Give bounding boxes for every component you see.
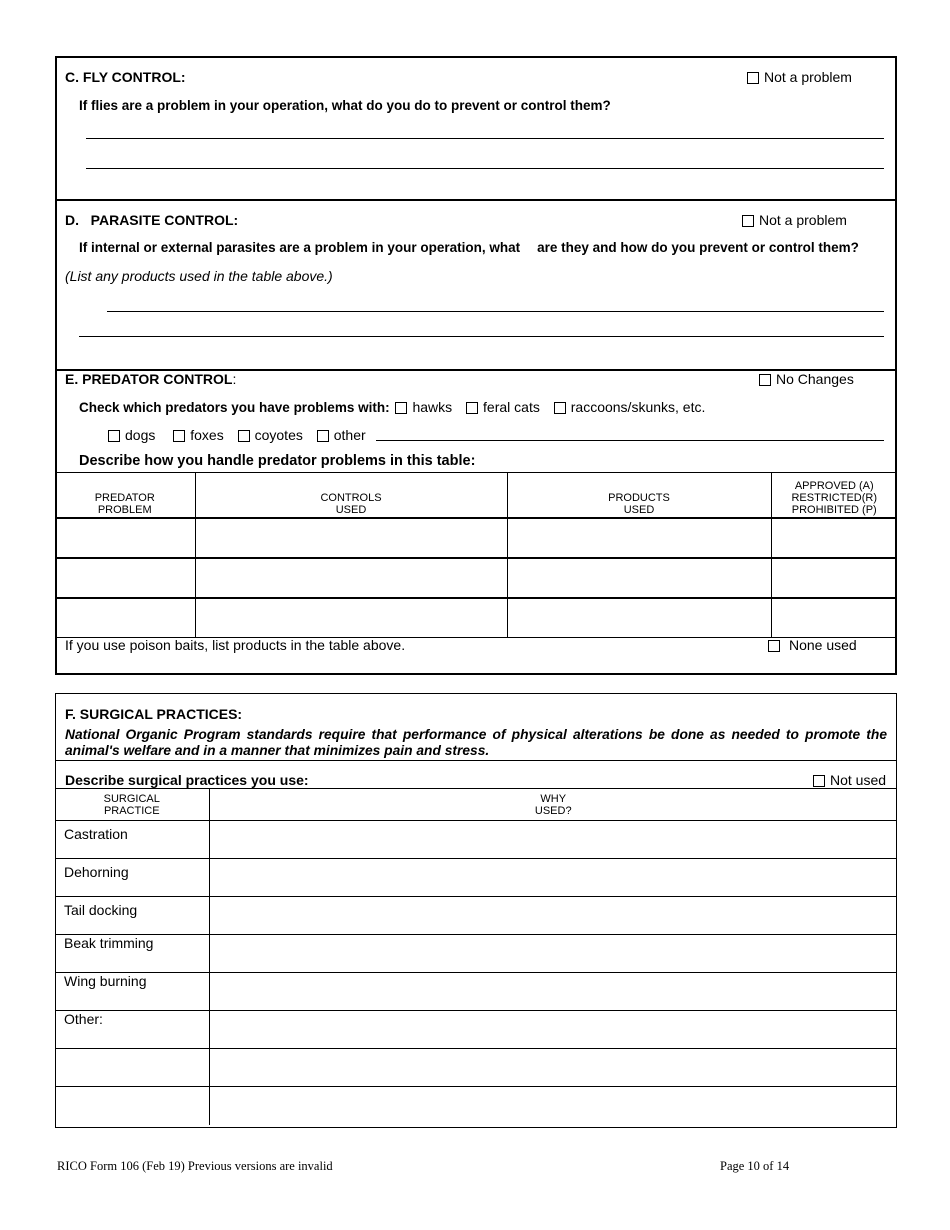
surgical-why-cell[interactable] xyxy=(209,935,897,973)
predator-cell[interactable] xyxy=(195,558,507,598)
surgical-practice-cell: Wing burning xyxy=(55,973,209,1011)
fly-control-question: If flies are a problem in your operation, what do you do to prevent or control them? xyxy=(79,98,611,113)
parasite-control-heading xyxy=(65,212,238,228)
surgical-table xyxy=(55,788,897,1125)
predator-col-problem xyxy=(55,473,195,518)
predator-describe-label: Describe how you handle predator problems in this table: xyxy=(79,453,476,469)
footer-page-number: Page 10 of 14 xyxy=(720,1159,790,1173)
predator-option-dogs[interactable] xyxy=(108,427,155,443)
fly-not-problem-label: Not a problem xyxy=(764,69,852,85)
predator-cell[interactable] xyxy=(55,558,195,598)
predator-table-row xyxy=(55,518,897,558)
predator-no-changes-label: No Changes xyxy=(776,371,854,387)
surgical-row-blank xyxy=(55,1087,897,1125)
predator-col-products-l2: USED xyxy=(623,503,655,516)
surgical-col-practice-l2: PRACTICE xyxy=(103,804,160,817)
raccoons-label: raccoons/skunks, etc. xyxy=(570,399,706,415)
predator-col-status xyxy=(771,473,897,518)
surgical-col-why-l1: WHY xyxy=(540,792,567,805)
predator-col-controls-l2: USED xyxy=(335,503,367,516)
surgical-table-header xyxy=(55,789,897,821)
coyotes-checkbox[interactable] xyxy=(238,430,250,442)
surgical-not-used-checkbox[interactable] xyxy=(813,775,825,787)
predator-check-row-1 xyxy=(79,399,705,415)
surgical-why-cell[interactable] xyxy=(209,973,897,1011)
feral-cats-label: feral cats xyxy=(483,399,540,415)
surgical-why-cell[interactable] xyxy=(209,1049,897,1087)
surgical-practice-cell: Dehorning xyxy=(55,859,209,897)
none-used-label: None used xyxy=(789,637,857,653)
predator-option-coyotes[interactable] xyxy=(238,427,303,443)
predator-col-products xyxy=(507,473,771,518)
surgical-why-cell[interactable] xyxy=(209,821,897,859)
footer-form-info: RICO Form 106 (Feb 19) Previous versions are invalid xyxy=(57,1159,333,1173)
surgical-why-cell[interactable] xyxy=(209,859,897,897)
surgical-not-used-label: Not used xyxy=(830,772,887,788)
fly-answer-line-1[interactable] xyxy=(86,138,884,139)
predator-table xyxy=(55,472,897,638)
predator-cell[interactable] xyxy=(195,518,507,558)
poison-none-used-option[interactable] xyxy=(768,637,857,653)
surgical-col-practice-l1: SURGICAL xyxy=(103,792,160,805)
surgical-describe-label: Describe surgical practices you use: xyxy=(65,772,309,788)
surgical-row-other xyxy=(55,1011,897,1049)
predator-col-status-l1: APPROVED (A) xyxy=(794,479,874,492)
surgical-why-cell[interactable] xyxy=(209,1011,897,1049)
surgical-row-tail-docking xyxy=(55,897,897,935)
surgical-row-blank xyxy=(55,1049,897,1087)
predator-col-status-l3: PROHIBITED (P) xyxy=(791,503,877,516)
parasite-answer-line-2[interactable] xyxy=(79,336,884,337)
coyotes-label: coyotes xyxy=(254,427,303,443)
surgical-heading: F. SURGICAL PRACTICES: xyxy=(65,706,243,722)
predator-cell[interactable] xyxy=(507,518,771,558)
predator-table-row xyxy=(55,598,897,638)
predator-heading-text: E. PREDATOR CONTROL xyxy=(65,371,233,387)
fly-control-heading: C. FLY CONTROL: xyxy=(65,69,186,85)
surgical-not-used-option[interactable] xyxy=(813,772,886,788)
feral-cats-checkbox[interactable] xyxy=(466,402,478,414)
surgical-standard-line-1: National Organic Program standards require that performance of physical alterations be done as needed to promote the xyxy=(65,727,887,742)
surgical-row-beak-trimming xyxy=(55,935,897,973)
predator-col-controls-l1: CONTROLS xyxy=(320,491,382,504)
surgical-practice-cell: Other: xyxy=(55,1011,209,1049)
foxes-label: foxes xyxy=(190,427,224,443)
predator-cell[interactable] xyxy=(507,558,771,598)
parasite-answer-line-1[interactable] xyxy=(107,311,884,312)
parasite-not-problem-checkbox[interactable] xyxy=(742,215,754,227)
other-label: other xyxy=(333,427,366,443)
predator-cell[interactable] xyxy=(55,518,195,558)
surgical-why-cell[interactable] xyxy=(209,897,897,935)
surgical-practice-cell: Beak trimming xyxy=(55,935,209,973)
predator-control-heading xyxy=(65,371,236,387)
hawks-checkbox[interactable] xyxy=(395,402,407,414)
surgical-standard-line-2: animal's welfare and in a manner that minimizes pain and stress. xyxy=(65,743,490,758)
predator-cell[interactable] xyxy=(507,598,771,638)
predator-no-changes-option[interactable] xyxy=(759,371,854,387)
dogs-label: dogs xyxy=(125,427,156,443)
parasite-question xyxy=(79,240,859,255)
parasite-not-problem-option[interactable] xyxy=(742,212,847,228)
surgical-practice-cell[interactable] xyxy=(55,1049,209,1087)
predator-col-products-l1: PRODUCTS xyxy=(608,491,670,504)
poison-bait-note: If you use poison baits, list products in the table above. xyxy=(65,637,406,653)
predator-option-foxes[interactable] xyxy=(173,427,223,443)
surgical-why-cell[interactable] xyxy=(209,1087,897,1125)
fly-answer-line-2[interactable] xyxy=(86,168,884,169)
other-checkbox[interactable] xyxy=(317,430,329,442)
none-used-checkbox[interactable] xyxy=(768,640,780,652)
predator-other-line[interactable] xyxy=(376,440,884,441)
surgical-practice-cell[interactable] xyxy=(55,1087,209,1125)
predator-cell[interactable] xyxy=(55,598,195,638)
predator-table-header xyxy=(55,473,897,518)
surgical-col-practice xyxy=(55,789,209,821)
surgical-row-dehorning xyxy=(55,859,897,897)
predator-check-row-2 xyxy=(108,427,366,443)
predator-option-other[interactable] xyxy=(317,427,366,443)
surgical-practice-cell: Castration xyxy=(55,821,209,859)
predator-cell[interactable] xyxy=(771,518,897,558)
predator-heading-colon: : xyxy=(232,371,237,387)
predator-col-controls xyxy=(195,473,507,518)
fly-not-problem-option[interactable] xyxy=(747,69,852,85)
parasite-question-part-a: If internal or external parasites are a problem in your operation, what xyxy=(79,240,521,255)
predator-col-problem-l1: PREDATOR xyxy=(94,491,155,504)
predator-cell[interactable] xyxy=(771,598,897,638)
surgical-col-why-l2: USED? xyxy=(534,804,572,817)
parasite-question-part-b: are they and how do you prevent or control them? xyxy=(537,240,859,255)
surgical-row-castration xyxy=(55,821,897,859)
surgical-row-wing-burning xyxy=(55,973,897,1011)
predator-cell[interactable] xyxy=(195,598,507,638)
parasite-not-problem-label: Not a problem xyxy=(759,212,847,228)
predator-col-problem-l2: PROBLEM xyxy=(97,503,152,516)
predator-cell[interactable] xyxy=(771,558,897,598)
surgical-col-why xyxy=(209,789,897,821)
hawks-label: hawks xyxy=(412,399,453,415)
predator-col-status-l2: RESTRICTED(R) xyxy=(791,491,878,504)
predator-option-hawks[interactable] xyxy=(395,399,452,415)
predator-no-changes-checkbox[interactable] xyxy=(759,374,771,386)
fly-not-problem-checkbox[interactable] xyxy=(747,72,759,84)
foxes-checkbox[interactable] xyxy=(173,430,185,442)
raccoons-checkbox[interactable] xyxy=(554,402,566,414)
surgical-divider xyxy=(55,760,897,761)
predator-table-row xyxy=(55,558,897,598)
parasite-heading-text: D. PARASITE CONTROL: xyxy=(65,212,239,228)
parasite-note: (List any products used in the table above.) xyxy=(65,268,333,284)
predator-option-raccoons[interactable] xyxy=(554,399,706,415)
surgical-practice-cell: Tail docking xyxy=(55,897,209,935)
predator-check-label: Check which predators you have problems with: xyxy=(79,400,390,415)
dogs-checkbox[interactable] xyxy=(108,430,120,442)
surgical-standard-text xyxy=(65,727,887,759)
predator-option-feral-cats[interactable] xyxy=(466,399,540,415)
